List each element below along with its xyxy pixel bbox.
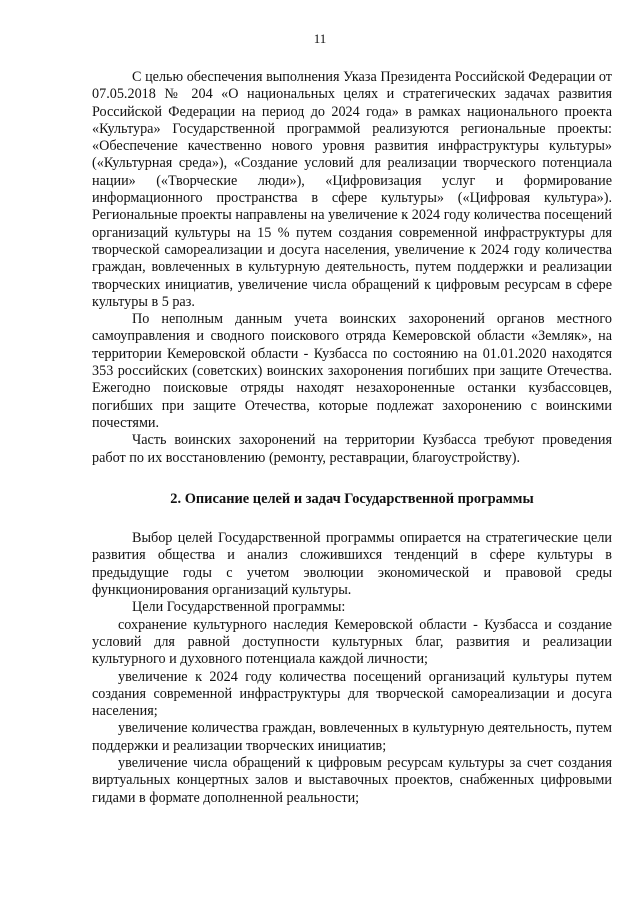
paragraph-war-graves: По неполным данным учета воинских захоронений органов местного самоуправления и сводного поискового отряда Кемеровской области «Земляк», на территории Кемеровской области - Кузбасса по состоянию на 01.01.2020 находятся 353 российских (советских) воинских захоронения погибших при защите Отечества. Ежегодно поисковые отряды находят незахороненные останки кузбассовцев, погибших при защите Отечества, которые подлежат захоронению с воинскими почестями. — [92, 311, 612, 431]
page-number: 11 — [313, 31, 327, 46]
paragraph-restoration: Часть воинских захоронений на территории Кузбасса требуют проведения работ по их восстановлению (ремонту, реставрации, благоустройству). — [92, 432, 612, 466]
list-item: увеличение количества граждан, вовлеченных в культурную деятельность, путем поддержки и реализации творческих инициатив; — [92, 720, 612, 754]
goals-list — [92, 617, 612, 807]
list-item: увеличение к 2024 году количества посещений организаций культуры путем создания современной инфраструктуры для творческой самореализации и досуга населения; — [92, 668, 612, 720]
spacer — [92, 508, 612, 530]
document-body — [92, 69, 612, 807]
paragraph-goal-selection: Выбор целей Государственной программы опирается на стратегические цели развития общества и анализ сложившихся тенденций в сфере культуры в предыдущие годы с учетом эволюции экономической и правовой среды функционирования организаций культуры. — [92, 530, 612, 599]
list-item: сохранение культурного наследия Кемеровской области - Кузбасса и создание условий для равной доступности культурных благ, развития и реализации культурного и духовного потенциала каждой личности; — [92, 616, 612, 668]
paragraph-goals-intro: Цели Государственной программы: — [132, 599, 346, 616]
section-heading: 2. Описание целей и задач Государственной программы — [170, 490, 534, 507]
list-item: увеличение числа обращений к цифровым ресурсам культуры за счет создания виртуальных концертных залов и выставочных проектов, снабженных цифровыми гидами в формате дополненной реальности; — [92, 754, 612, 806]
paragraph-national-projects: С целью обеспечения выполнения Указа Президента Российской Федерации от 07.05.2018 № 204 «О национальных целях и стратегических задачах развития Российской Федерации на период до 2024 года» в рамках национального проекта «Культура» Государственной программой реализуются региональные проекты: «Обеспечение качественно нового уровня развития инфраструктуры культуры» («Культурная среда»), «Создание условий для реализации творческого потенциала нации» («Творческие люди»), «Цифровизация услуг и формирование информационного пространства в сфере культуры» («Цифровая культура»). Региональные проекты направлены на увеличение к 2024 году количества посещений организаций культуры на 15 % путем создания современной инфраструктуры для творческой самореализации и досуга населения, увеличение к 2024 году количества граждан, вовлеченных в культурную деятельность, путем поддержки и реализации творческих инициатив, увеличение числа обращений к цифровым ресурсам в сфере культуры в 5 раз. — [92, 69, 612, 310]
